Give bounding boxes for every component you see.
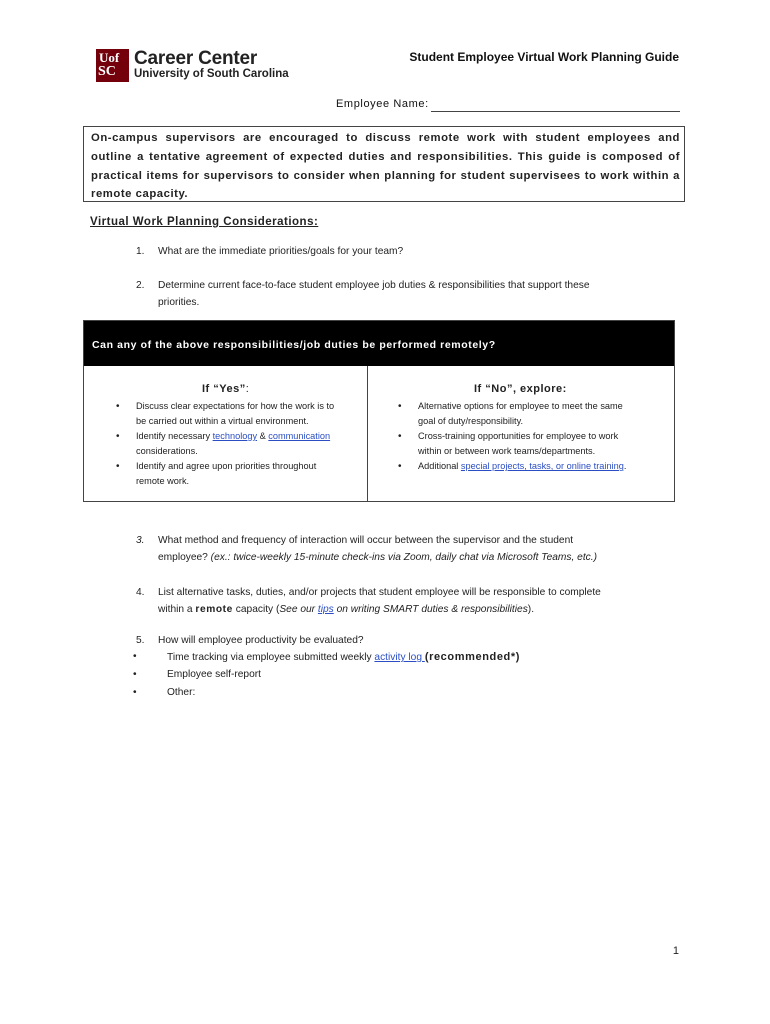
- column-divider: [367, 366, 368, 501]
- question-1: [136, 243, 676, 260]
- list-item-text-line-2: be carried out within a virtual environment.: [136, 416, 309, 426]
- bullet-icon: •: [116, 401, 120, 412]
- yes-column-heading: [202, 383, 249, 395]
- bullet-icon: •: [133, 651, 137, 662]
- question-number: 3.: [136, 535, 145, 546]
- question-2: [136, 277, 676, 311]
- bullet-icon: •: [133, 687, 137, 698]
- question-italic-text: on writing SMART duties & responsibilities: [333, 604, 528, 615]
- question-number: 1.: [136, 246, 145, 257]
- question-text: within a: [158, 604, 196, 615]
- question-text-line-1: Determine current face-to-face student employee job duties & responsibilities that support these: [158, 280, 590, 291]
- list-item: [133, 687, 633, 703]
- table-header: [84, 321, 674, 366]
- special-projects-link[interactable]: special projects, tasks, or online training: [460, 461, 624, 471]
- question-text-line-2: [158, 549, 597, 566]
- list-item-text: Employee self-report: [167, 669, 261, 680]
- list-item: [116, 459, 366, 489]
- org-subtitle: University of South Carolina: [134, 68, 289, 80]
- ampersand-text: &: [257, 431, 269, 441]
- document-title: Student Employee Virtual Work Planning Guide: [409, 50, 679, 64]
- yes-colon: :: [245, 383, 250, 395]
- list-item: [133, 669, 633, 685]
- employee-name-label: Employee Name:: [336, 98, 429, 110]
- list-item: [398, 399, 668, 429]
- bullet-icon: •: [398, 401, 402, 412]
- option-text: Time tracking via employee submitted weekly: [167, 652, 375, 663]
- employee-name-field[interactable]: [431, 111, 680, 112]
- list-item-text-line-2: considerations.: [136, 446, 198, 456]
- list-item: [116, 399, 366, 429]
- remote-duties-table: [83, 320, 675, 502]
- list-item-text: [418, 459, 626, 474]
- bullet-icon: •: [398, 461, 402, 472]
- question-text-line-1: What method and frequency of interaction will occur between the supervisor and the student: [158, 535, 574, 546]
- list-item-text-line-1: [136, 429, 330, 444]
- question-text-line-2: [158, 601, 534, 618]
- question-3: [136, 532, 696, 566]
- list-item-text: [167, 651, 520, 663]
- communication-link[interactable]: communication: [268, 431, 331, 441]
- no-column-heading: If “No”, explore:: [474, 383, 567, 395]
- usc-logo: [96, 49, 129, 82]
- list-item: [116, 429, 366, 459]
- logo-bottom-text: SC: [98, 64, 116, 79]
- question-4: [136, 584, 696, 618]
- bullet-icon: •: [116, 461, 120, 472]
- question-number: 5.: [136, 635, 145, 646]
- list-item-text-line-1: Identify and agree upon priorities throughout: [136, 461, 317, 471]
- org-title: Career Center: [134, 48, 258, 69]
- tips-link[interactable]: tips: [317, 604, 334, 615]
- question-text: How will employee productivity be evaluated?: [158, 635, 364, 646]
- list-item: [398, 459, 668, 474]
- page-number: 1: [672, 945, 679, 957]
- question-example-text: (ex.: twice-weekly 15-minute check-ins via Zoom, daily chat via Microsoft Teams, etc.): [210, 552, 597, 563]
- bullet-icon: •: [116, 431, 120, 442]
- question-text: capacity (: [232, 604, 280, 615]
- question-italic-text: See our: [279, 604, 318, 615]
- list-item-text-line-1: Discuss clear expectations for how the work is to: [136, 401, 335, 411]
- question-number: 4.: [136, 587, 145, 598]
- list-item-text-line-2: remote work.: [136, 476, 190, 486]
- list-item: [133, 651, 633, 667]
- bullet-icon: •: [133, 669, 137, 680]
- list-item-text-line-1: Cross-training opportunities for employee to work: [418, 431, 619, 441]
- technology-link[interactable]: technology: [212, 431, 258, 441]
- question-text-line-2: priorities.: [158, 297, 200, 308]
- list-item-text-end: .: [623, 461, 627, 471]
- list-item-text-line-2: within or between work teams/departments.: [418, 446, 596, 456]
- activity-log-link[interactable]: activity log: [374, 652, 425, 663]
- intro-box: [83, 126, 685, 202]
- recommended-label: (recommended*): [424, 651, 521, 663]
- question-text: ).: [527, 604, 535, 615]
- list-item-text-line-2: goal of duty/responsibility.: [418, 416, 524, 426]
- question-number: 2.: [136, 280, 145, 291]
- question-5: [136, 632, 676, 649]
- bullet-icon: •: [398, 431, 402, 442]
- question-text: employee?: [158, 552, 211, 563]
- yes-label: If “Yes”: [202, 383, 246, 395]
- list-item-text: Identify necessary: [136, 431, 213, 441]
- intro-text: On-campus supervisors are encouraged to discuss remote work with student employees and outline a tentative agreement of expected duties and responsibilities. This guide is composed of practical items for supervisors to consider when planning for student supervisees to work within a remote capacity.: [91, 132, 680, 201]
- question-text: What are the immediate priorities/goals for your team?: [158, 246, 404, 257]
- list-item: [398, 429, 668, 459]
- list-item-text: Other:: [167, 687, 196, 698]
- table-heading: Can any of the above responsibilities/job duties be performed remotely?: [92, 339, 496, 351]
- question-text-line-1: List alternative tasks, duties, and/or projects that student employee will be responsible to complete: [158, 587, 601, 598]
- logo-top-text: Uof: [99, 50, 120, 65]
- list-item-text-line-1: Alternative options for employee to meet the same: [418, 401, 623, 411]
- list-item-text-start: Additional: [418, 461, 461, 471]
- remote-emphasis: remote: [195, 604, 233, 615]
- section-heading: Virtual Work Planning Considerations:: [90, 216, 319, 228]
